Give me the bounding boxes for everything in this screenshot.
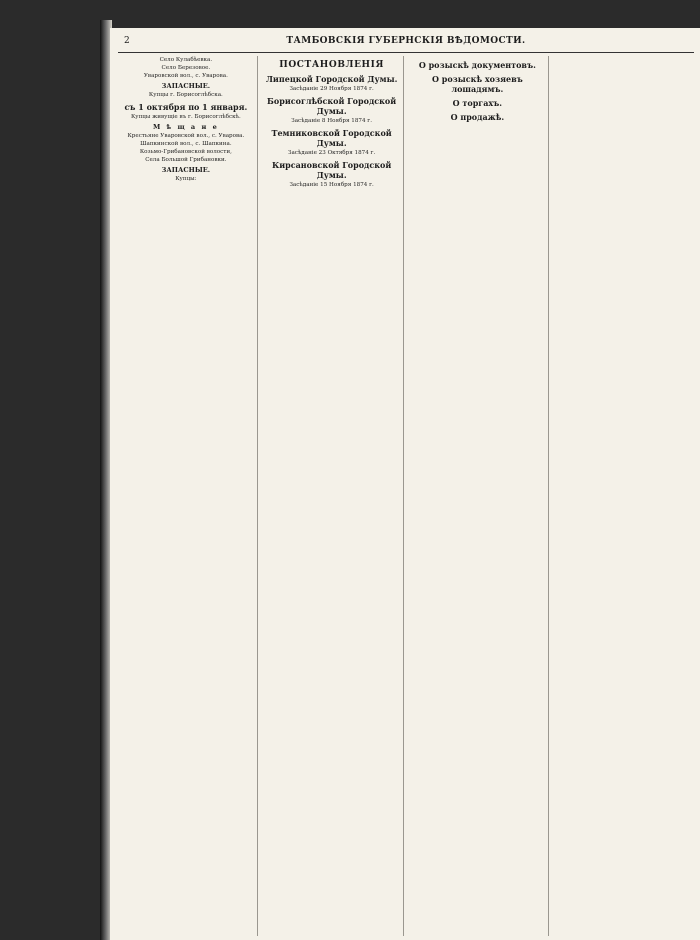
reserve-subheading: Купцы г. Борисоглѣбска. [148, 92, 223, 98]
column-1 [118, 56, 258, 936]
column-2 [264, 56, 404, 936]
district-heading: Козьмо-Грибановской волости, [139, 149, 232, 155]
section-heading: О розыскѣ хозяевъ лошадямъ. [431, 74, 523, 94]
session-date: Засѣданіе 23 Октября 1874 г. [287, 150, 376, 156]
decrees-heading: ПОСТАНОВЛЕНІЯ [279, 60, 384, 70]
duma-heading: Темниковской Городской Думы. [271, 128, 392, 148]
section-heading: О продажѣ. [450, 112, 505, 122]
burghers-heading: М ѣ щ а н е [152, 123, 219, 131]
page-number: 2 [124, 36, 130, 46]
district-heading: Шапкинской вол., с. Шапкина. [140, 141, 232, 147]
header-rule [118, 52, 694, 53]
district-heading: Села Большой Грибановки. [145, 157, 227, 163]
reserve-heading: ЗАПАСНЫЕ. [161, 82, 211, 90]
page-header [118, 36, 694, 50]
village-heading: Село Березовое. [161, 65, 211, 71]
reserve-heading: ЗАПАСНЫЕ. [161, 166, 211, 174]
district-heading: Крестьяне Уваровской вол., с. Уварова. [127, 133, 245, 139]
duma-heading: Борисоглѣбской Городской Думы. [267, 96, 397, 116]
columns [118, 56, 694, 936]
column-3 [410, 56, 550, 936]
session-date: Засѣданіе 15 Ноября 1874 г. [289, 182, 374, 188]
section-heading: О торгахъ. [452, 98, 503, 108]
newspaper-title: ТАМБОВСКІЯ ГУБЕРНСКІЯ ВѢДОМОСТИ. [286, 36, 526, 46]
period-heading: съ 1 октября по 1 января. [124, 102, 248, 112]
duma-heading: Липецкой Городской Думы. [265, 74, 398, 84]
duma-heading: Кирсановской Городской Думы. [271, 160, 392, 180]
reserve-subheading: Купцы: [175, 176, 197, 182]
section-heading: О розыскѣ документовъ. [418, 60, 536, 70]
district-heading: Купцы живущіе въ г. Борисоглѣбскѣ. [130, 114, 241, 120]
session-date: Засѣданіе 29 Ноября 1874 г. [289, 86, 374, 92]
session-date: Засѣданіе 8 Ноября 1874 г. [291, 118, 373, 124]
village-heading: Село Кулабѣевка. [159, 57, 213, 63]
column-4 [555, 56, 694, 936]
district-heading: Уваровской вол., с. Уварова. [143, 73, 228, 79]
newspaper-page [110, 28, 700, 940]
